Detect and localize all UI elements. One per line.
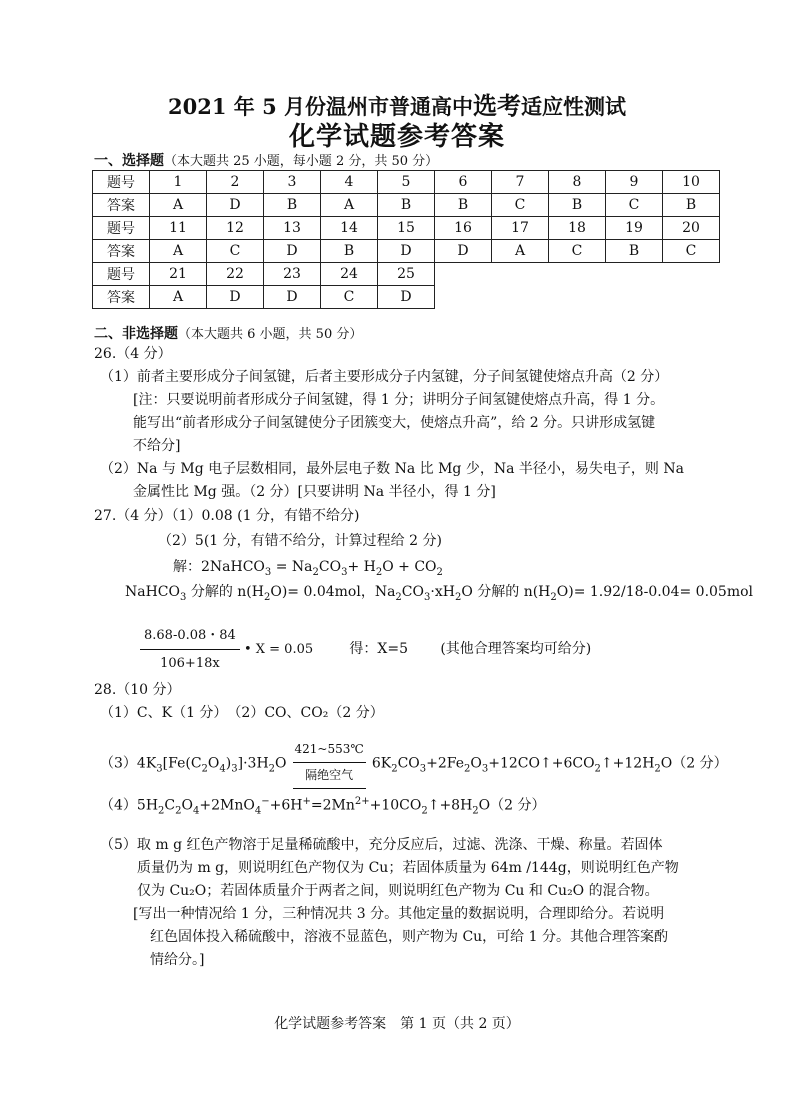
question-number: 7 [492,171,549,194]
question-number: 20 [663,217,720,240]
q27-other-answers: (其他合理答案均可给分) [440,641,592,657]
question-number: 1 [150,171,207,194]
section2-heading: 二、非选择题（本大题共 6 小题，共 50 分） [94,326,363,342]
answer-cell: B [606,240,663,263]
table-row [93,194,720,217]
row-label: 答案 [93,240,150,263]
question-number: 17 [492,217,549,240]
q28-part1-2: （1）C、K（1 分） （2）CO、CO₂（2 分） [100,705,384,721]
question-number: 25 [378,263,435,286]
answer-cell: B [435,194,492,217]
q26-part2: （2）Na 与 Mg 电子层数相同，最外层电子数 Na 比 Mg 少，Na 半径小，易失电子，则 Na [100,461,684,477]
q26-part1: （1）前者主要形成分子间氢键，后者主要形成分子内氢键，分子间氢键使熔点升高（2 分） [100,369,669,385]
answer-cell: B [663,194,720,217]
answer-cell: A [150,286,207,309]
question-number: 23 [264,263,321,286]
page-footer: 化学试题参考答案 第 1 页（共 2 页） [274,1016,520,1032]
table-row [93,286,435,309]
q26-part1-note: 不给分] [133,438,181,454]
answer-cell: C [207,240,264,263]
question-number: 5 [378,171,435,194]
table-row [93,217,720,240]
answer-cell: D [207,286,264,309]
question-number: 24 [321,263,378,286]
answer-table-block-3 [92,262,435,309]
reaction-condition: 421~553℃ 隔绝空气 [293,738,366,789]
answer-table-block-1 [92,170,720,263]
answer-cell: C [663,240,720,263]
question-number: 8 [549,171,606,194]
row-label: 题号 [93,263,150,286]
question-number: 4 [321,171,378,194]
answer-cell: D [378,240,435,263]
answer-cell: C [492,194,549,217]
row-label: 答案 [93,286,150,309]
section1-heading: 一、选择题（本大题共 25 小题，每小题 2 分，共 50 分） [94,153,439,169]
question-number: 9 [606,171,663,194]
q28-part5-note: 红色固体投入稀硫酸中，溶液不显蓝色，则产物为 Cu，可给 1 分。其他合理答案酌 [150,929,668,945]
q28-part5: 质量仍为 m g，则说明红色产物仅为 Cu；若固体质量为 64m /144g，则说明红色产物 [137,860,679,876]
answer-cell: D [264,240,321,263]
answer-cell: B [549,194,606,217]
q27-part2: （2）5(1 分，有错不给分，计算过程给 2 分) [158,533,442,549]
q26-part2: 金属性比 Mg 强。（2 分）[只要讲明 Na 半径小，得 1 分] [133,484,496,500]
answer-cell: A [492,240,549,263]
exam-title: 2021 年 5 月份温州市普通高中选考适应性测试 [168,91,626,120]
answer-cell: A [321,194,378,217]
question-number: 16 [435,217,492,240]
answer-cell: C [606,194,663,217]
q27-heading: 27.（4 分）（1）0.08 (1 分，有错不给分) [94,508,360,524]
question-number: 12 [207,217,264,240]
answer-cell: B [378,194,435,217]
question-number: 11 [150,217,207,240]
q28-part5: （5）取 m g 红色产物溶于足量稀硫酸中，充分反应后，过滤、洗涤、干燥、称量。若固体 [100,837,663,853]
q26-part1-note: [注：只要说明前者形成分子间氢键，得 1 分；讲明分子间氢键使熔点升高，得 1 分。 [133,392,665,408]
table-row [93,240,720,263]
table-row [93,171,720,194]
q28-part5: 仅为 Cu₂O；若固体质量介于两者之间，则说明红色产物为 Cu 和 Cu₂O 的混合物。 [137,883,659,899]
row-label: 答案 [93,194,150,217]
answer-cell: C [321,286,378,309]
q27-moles-statement: NaHCO$_3$ 分解的 $n(H_2O)= 0.04mol$，$Na_2CO_3\cdot xH_2O$ 分解的 $n(H_2O)= 1.92/18-0.04= 0.05mol$ [125,584,754,603]
q27-equation: 解：2NaHCO$_3$ = $Na_2CO_3+ H_2O + CO_2$ [173,559,443,578]
q28-part4-equation: $(4)5H_2C_2O_4+2MnO_4^-+6H^+=2Mn^{2+}+10CO_2↑+8H_2O(2$ 分） [100,796,546,817]
q28-part5-note: [写出一种情况给 1 分，三种情况共 3 分。其他定量的数据说明，合理即给分。若说明 [133,906,665,922]
q26-part1-note: 能写出“前者形成分子间氢键使分子团簇变大，使熔点升高”，给 2 分。只讲形成氢键 [133,415,656,431]
q27-fraction: $\frac{8.68-0.08・84}{106+18x}$ [140,624,240,675]
q28-part3-equation: $(3)4K_3[Fe(C_2O_4)_3]\cdot 3H_2O$ 421~553℃ 隔绝空气 $6K_2CO_3+2Fe_2O_3+12CO↑+6CO_2↑+12H_2O(2$ 分） [100,738,728,789]
q26-heading: 26.（4 分） [94,346,172,362]
question-number: 21 [150,263,207,286]
question-number: 3 [264,171,321,194]
question-number: 6 [435,171,492,194]
question-number: 2 [207,171,264,194]
answer-cell: B [321,240,378,263]
question-number: 19 [606,217,663,240]
document-subtitle: 化学试题参考答案 [288,122,505,152]
answer-cell: D [435,240,492,263]
row-label: 题号 [93,217,150,240]
answer-cell: D [264,286,321,309]
question-number: 18 [549,217,606,240]
answer-cell: D [378,286,435,309]
q28-part5-note: 情给分。] [150,952,205,968]
answer-cell: A [150,194,207,217]
row-label: 题号 [93,171,150,194]
question-number: 10 [663,171,720,194]
question-number: 13 [264,217,321,240]
answer-cell: C [549,240,606,263]
answer-cell: D [207,194,264,217]
q28-heading: 28.（10 分） [94,682,181,698]
table-row [93,263,435,286]
q27-result: 得：X=5 [349,641,409,657]
answer-cell: A [150,240,207,263]
question-number: 22 [207,263,264,286]
question-number: 15 [378,217,435,240]
q27-calculation: $\frac{8.68-0.08・84}{106+18x}$ • X = 0.05 得：X=5 (其他合理答案均可给分) [140,624,591,675]
question-number: 14 [321,217,378,240]
answer-cell: B [264,194,321,217]
